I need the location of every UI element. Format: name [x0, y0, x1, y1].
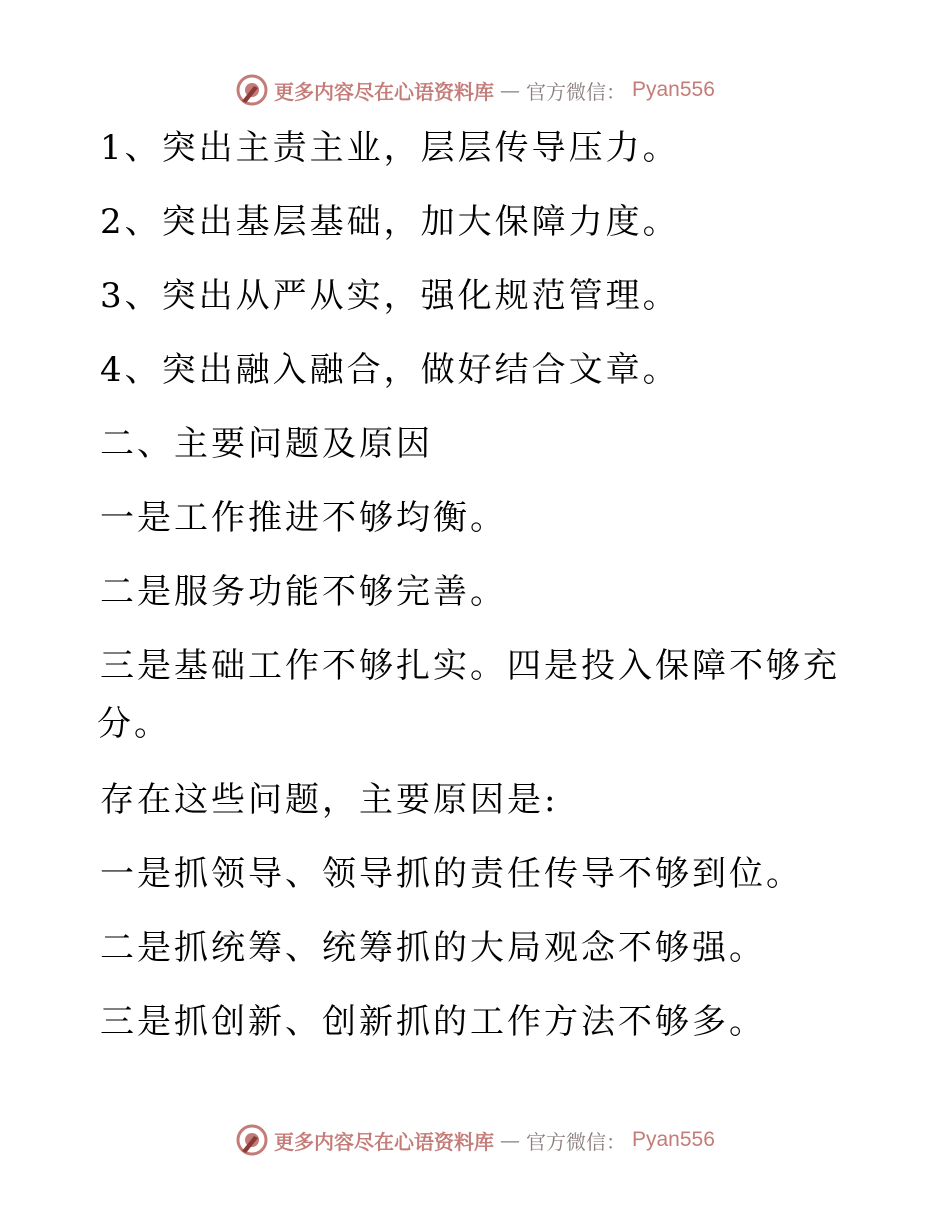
body-line: 二是服务功能不够完善。: [100, 572, 507, 612]
body-line: 三是基础工作不够扎实。四是投入保障不够充: [100, 646, 840, 686]
body-line: 1、突出主责主业，层层传导压力。: [100, 128, 680, 168]
body-line: 三是抓创新、创新抓的工作方法不够多。: [100, 1002, 766, 1042]
banner-separator: —: [500, 78, 520, 102]
banner-separator: —: [500, 1128, 520, 1152]
quill-seal-icon: [236, 74, 268, 106]
banner-handle: Pyan556: [632, 1128, 715, 1151]
banner-muted-text: 官方微信：: [526, 1129, 626, 1154]
body-line: 二是抓统筹、统筹抓的大局观念不够强。: [100, 928, 766, 968]
body-line: 一是工作推进不够均衡。: [100, 498, 507, 538]
body-line: 3、突出从严从实，强化规范管理。: [100, 276, 680, 316]
banner-accent-text: 更多内容尽在心语资料库: [274, 79, 494, 104]
body-line: 存在这些问题，主要原因是:: [100, 780, 559, 820]
body-line: 4、突出融入融合，做好结合文章。: [100, 350, 680, 390]
banner-accent-text: 更多内容尽在心语资料库: [274, 1129, 494, 1154]
section-heading: 二、主要问题及原因: [100, 424, 433, 464]
body-line: 一是抓领导、领导抓的责任传导不够到位。: [100, 854, 803, 894]
header-banner: [236, 72, 715, 108]
footer-banner: [236, 1122, 715, 1158]
body-line: 2、突出基层基础，加大保障力度。: [100, 202, 680, 242]
body-line-continuation: 分。: [97, 704, 171, 744]
banner-handle: Pyan556: [632, 78, 715, 101]
quill-seal-icon: [236, 1124, 268, 1156]
banner-muted-text: 官方微信：: [526, 79, 626, 104]
